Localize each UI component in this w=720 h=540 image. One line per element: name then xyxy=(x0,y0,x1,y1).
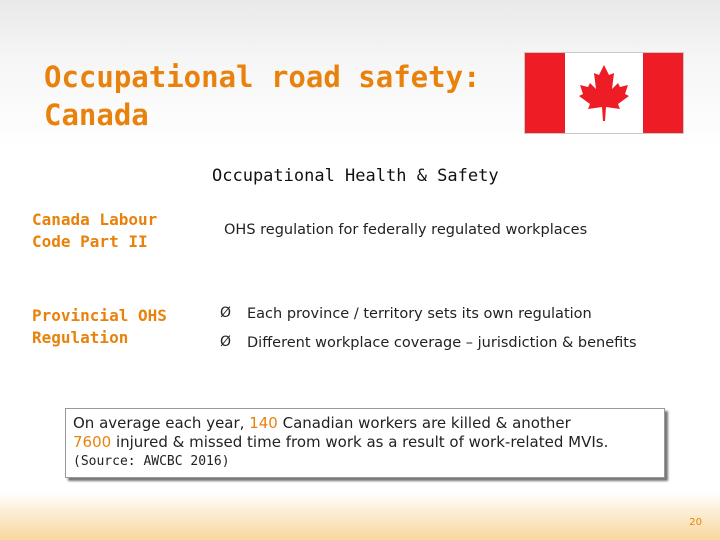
row-text-federal: OHS regulation for federally regulated workplaces xyxy=(224,222,588,238)
slide-title xyxy=(44,58,481,134)
flag-right-band xyxy=(643,53,683,133)
bullet-item: Different workplace coverage – jurisdiction & benefits xyxy=(247,335,637,351)
injury-count: 7600 xyxy=(73,433,112,451)
row-label-line: Provincial OHS xyxy=(32,306,167,325)
flag-left-band xyxy=(525,53,565,133)
maple-leaf-icon xyxy=(565,53,643,133)
bullet-arrow-icon: Ø xyxy=(220,305,232,321)
title-line-1: Occupational road safety: xyxy=(44,60,481,94)
ohs-heading: Occupational Health & Safety xyxy=(212,166,499,186)
fatality-count: 140 xyxy=(249,414,278,432)
row-label-line: Code Part II xyxy=(32,232,148,251)
title-line-2: Canada xyxy=(44,98,149,132)
canada-flag-icon xyxy=(524,52,684,134)
bullet-arrow-icon: Ø xyxy=(220,334,232,350)
stat-text-part: Canadian workers are killed & another xyxy=(277,414,571,432)
page-number: 20 xyxy=(689,517,702,528)
row-label-line: Regulation xyxy=(32,328,129,347)
bullet-item: Each province / territory sets its own regulation xyxy=(247,306,592,322)
row-label-labour-code xyxy=(32,209,157,253)
row-label-line: Canada Labour xyxy=(32,210,158,229)
stat-text-part: injured & missed time from work as a result of work-related MVIs. xyxy=(111,433,609,451)
statistics-text xyxy=(73,414,663,452)
statistics-callout xyxy=(65,408,665,478)
stat-text-part: On average each year, xyxy=(73,414,250,432)
footer-band xyxy=(0,492,720,540)
source-citation: (Source: AWCBC 2016) xyxy=(73,454,230,469)
row-label-provincial xyxy=(32,305,167,349)
